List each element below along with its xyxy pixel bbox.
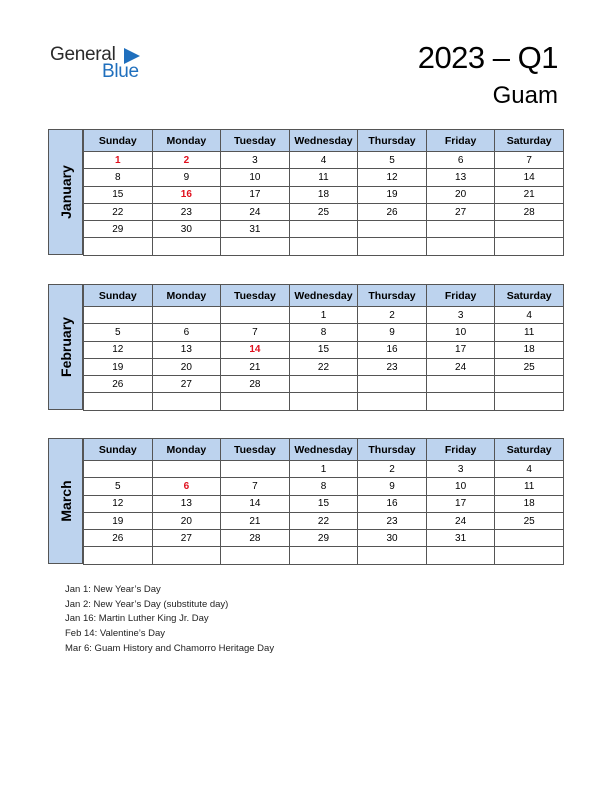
day-cell: 8 <box>289 324 358 341</box>
empty-day-cell <box>152 547 221 564</box>
day-cell: 11 <box>495 478 564 495</box>
day-cell: 18 <box>495 341 564 358</box>
weekday-header: Sunday <box>84 439 153 461</box>
day-cell: 11 <box>495 324 564 341</box>
holiday-note: Jan 1: New Year’s Day <box>65 584 161 595</box>
day-cell: 25 <box>495 358 564 375</box>
day-cell: 22 <box>289 512 358 529</box>
logo-text-general: General <box>50 44 116 65</box>
weekday-header-row <box>84 439 564 461</box>
week-row <box>84 547 564 564</box>
week-row <box>84 495 564 512</box>
month-label <box>48 129 83 255</box>
empty-day-cell <box>495 393 564 410</box>
day-cell: 23 <box>358 358 427 375</box>
day-cell: 23 <box>358 512 427 529</box>
day-cell: 21 <box>495 186 564 203</box>
day-cell: 8 <box>84 169 153 186</box>
empty-day-cell <box>358 376 427 393</box>
region-title: Guam <box>492 82 558 109</box>
day-cell: 25 <box>495 512 564 529</box>
day-cell: 30 <box>358 530 427 547</box>
day-cell: 18 <box>289 186 358 203</box>
month-label <box>48 284 83 410</box>
day-cell: 15 <box>84 186 153 203</box>
calendar-table <box>83 284 564 411</box>
weekday-header: Saturday <box>495 130 564 152</box>
day-cell: 7 <box>221 324 290 341</box>
week-row <box>84 376 564 393</box>
day-cell: 10 <box>426 478 495 495</box>
week-row <box>84 530 564 547</box>
day-cell: 14 <box>495 169 564 186</box>
week-row <box>84 324 564 341</box>
day-cell: 24 <box>426 358 495 375</box>
week-row <box>84 169 564 186</box>
empty-day-cell <box>358 547 427 564</box>
day-cell: 13 <box>426 169 495 186</box>
empty-day-cell <box>495 221 564 238</box>
day-cell: 7 <box>495 152 564 169</box>
logo-text-blue: Blue <box>102 61 139 82</box>
day-cell: 10 <box>221 169 290 186</box>
empty-day-cell <box>495 530 564 547</box>
holiday-note: Jan 16: Martin Luther King Jr. Day <box>65 613 209 625</box>
empty-day-cell <box>426 547 495 564</box>
calendar-table <box>83 438 564 565</box>
empty-day-cell <box>495 238 564 255</box>
day-cell: 23 <box>152 203 221 220</box>
day-cell: 31 <box>221 221 290 238</box>
holiday-notes <box>65 583 274 657</box>
day-cell: 9 <box>358 324 427 341</box>
week-row <box>84 393 564 410</box>
weekday-header-row <box>84 130 564 152</box>
day-cell: 30 <box>152 221 221 238</box>
day-cell: 24 <box>221 203 290 220</box>
day-cell: 6 <box>426 152 495 169</box>
day-cell: 21 <box>221 512 290 529</box>
quarter-title: 2023 – Q1 <box>417 40 558 75</box>
day-cell: 18 <box>495 495 564 512</box>
day-cell: 14 <box>221 495 290 512</box>
day-cell: 5 <box>84 324 153 341</box>
weekday-header: Saturday <box>495 439 564 461</box>
day-cell: 17 <box>221 186 290 203</box>
empty-day-cell <box>289 238 358 255</box>
weekday-header: Sunday <box>84 130 153 152</box>
day-cell: 7 <box>221 478 290 495</box>
weekday-header: Thursday <box>358 130 427 152</box>
day-cell: 12 <box>358 169 427 186</box>
day-cell: 13 <box>152 495 221 512</box>
day-cell: 22 <box>84 203 153 220</box>
day-cell: 9 <box>152 169 221 186</box>
week-row <box>84 307 564 324</box>
empty-day-cell <box>84 307 153 324</box>
empty-day-cell <box>289 547 358 564</box>
empty-day-cell <box>495 376 564 393</box>
week-row <box>84 238 564 255</box>
day-cell: 26 <box>84 376 153 393</box>
day-cell: 10 <box>426 324 495 341</box>
day-cell: 5 <box>358 152 427 169</box>
empty-day-cell <box>221 547 290 564</box>
empty-day-cell <box>221 393 290 410</box>
empty-day-cell <box>426 393 495 410</box>
day-cell: 6 <box>152 478 221 495</box>
day-cell: 17 <box>426 341 495 358</box>
day-cell: 29 <box>84 221 153 238</box>
empty-day-cell <box>152 307 221 324</box>
day-cell: 20 <box>152 512 221 529</box>
week-row <box>84 461 564 478</box>
day-cell: 31 <box>426 530 495 547</box>
day-cell: 4 <box>495 461 564 478</box>
day-cell: 19 <box>84 358 153 375</box>
holiday-note: Jan 2: New Year’s Day (substitute day) <box>65 598 229 610</box>
weekday-header: Sunday <box>84 285 153 307</box>
day-cell: 20 <box>426 186 495 203</box>
empty-day-cell <box>358 221 427 238</box>
empty-day-cell <box>426 238 495 255</box>
month-name: March <box>57 480 74 522</box>
empty-day-cell <box>84 238 153 255</box>
day-cell: 8 <box>289 478 358 495</box>
day-cell: 13 <box>152 341 221 358</box>
weekday-header: Monday <box>152 439 221 461</box>
day-cell: 17 <box>426 495 495 512</box>
day-cell: 2 <box>358 461 427 478</box>
day-cell: 4 <box>289 152 358 169</box>
day-cell: 3 <box>426 307 495 324</box>
day-cell: 11 <box>289 169 358 186</box>
weekday-header: Thursday <box>358 439 427 461</box>
week-row <box>84 512 564 529</box>
day-cell: 28 <box>221 376 290 393</box>
empty-day-cell <box>152 238 221 255</box>
day-cell: 24 <box>426 512 495 529</box>
day-cell: 29 <box>289 530 358 547</box>
week-row <box>84 203 564 220</box>
day-cell: 9 <box>358 478 427 495</box>
empty-day-cell <box>358 393 427 410</box>
week-row <box>84 478 564 495</box>
day-cell: 6 <box>152 324 221 341</box>
day-cell: 2 <box>358 307 427 324</box>
generalblue-logo <box>50 44 150 84</box>
empty-day-cell <box>152 393 221 410</box>
day-cell: 3 <box>221 152 290 169</box>
holiday-note: Mar 6: Guam History and Chamorro Heritage Day <box>65 642 275 654</box>
day-cell: 5 <box>84 478 153 495</box>
week-row <box>84 341 564 358</box>
day-cell: 26 <box>358 203 427 220</box>
weekday-header: Tuesday <box>221 439 290 461</box>
day-cell: 22 <box>289 358 358 375</box>
weekday-header: Friday <box>426 439 495 461</box>
day-cell: 3 <box>426 461 495 478</box>
empty-day-cell <box>289 393 358 410</box>
week-row <box>84 358 564 375</box>
month-label <box>48 438 83 564</box>
empty-day-cell <box>426 221 495 238</box>
weekday-header: Monday <box>152 285 221 307</box>
weekday-header: Friday <box>426 285 495 307</box>
day-cell: 1 <box>289 461 358 478</box>
day-cell: 15 <box>289 341 358 358</box>
weekday-header: Tuesday <box>221 285 290 307</box>
empty-day-cell <box>221 238 290 255</box>
weekday-header: Wednesday <box>289 285 358 307</box>
weekday-header: Wednesday <box>289 130 358 152</box>
day-cell: 1 <box>84 152 153 169</box>
day-cell: 4 <box>495 307 564 324</box>
empty-day-cell <box>289 221 358 238</box>
day-cell: 19 <box>358 186 427 203</box>
month-name: January <box>57 165 74 219</box>
day-cell: 15 <box>289 495 358 512</box>
day-cell: 28 <box>221 530 290 547</box>
day-cell: 25 <box>289 203 358 220</box>
day-cell: 14 <box>221 341 290 358</box>
empty-day-cell <box>84 393 153 410</box>
empty-day-cell <box>84 547 153 564</box>
day-cell: 21 <box>221 358 290 375</box>
week-row <box>84 152 564 169</box>
weekday-header: Saturday <box>495 285 564 307</box>
holiday-note: Feb 14: Valentine’s Day <box>65 628 165 640</box>
calendar-table <box>83 129 564 256</box>
empty-day-cell <box>495 547 564 564</box>
day-cell: 12 <box>84 341 153 358</box>
day-cell: 12 <box>84 495 153 512</box>
weekday-header-row <box>84 285 564 307</box>
empty-day-cell <box>221 461 290 478</box>
weekday-header: Thursday <box>358 285 427 307</box>
weekday-header: Wednesday <box>289 439 358 461</box>
weekday-header: Friday <box>426 130 495 152</box>
month-name: February <box>57 317 74 377</box>
empty-day-cell <box>289 376 358 393</box>
day-cell: 16 <box>358 341 427 358</box>
day-cell: 1 <box>289 307 358 324</box>
day-cell: 27 <box>152 530 221 547</box>
day-cell: 20 <box>152 358 221 375</box>
empty-day-cell <box>358 238 427 255</box>
day-cell: 26 <box>84 530 153 547</box>
week-row <box>84 221 564 238</box>
day-cell: 27 <box>426 203 495 220</box>
day-cell: 27 <box>152 376 221 393</box>
empty-day-cell <box>221 307 290 324</box>
day-cell: 16 <box>152 186 221 203</box>
day-cell: 2 <box>152 152 221 169</box>
day-cell: 16 <box>358 495 427 512</box>
day-cell: 28 <box>495 203 564 220</box>
empty-day-cell <box>426 376 495 393</box>
empty-day-cell <box>152 461 221 478</box>
weekday-header: Tuesday <box>221 130 290 152</box>
day-cell: 19 <box>84 512 153 529</box>
week-row <box>84 186 564 203</box>
weekday-header: Monday <box>152 130 221 152</box>
empty-day-cell <box>84 461 153 478</box>
